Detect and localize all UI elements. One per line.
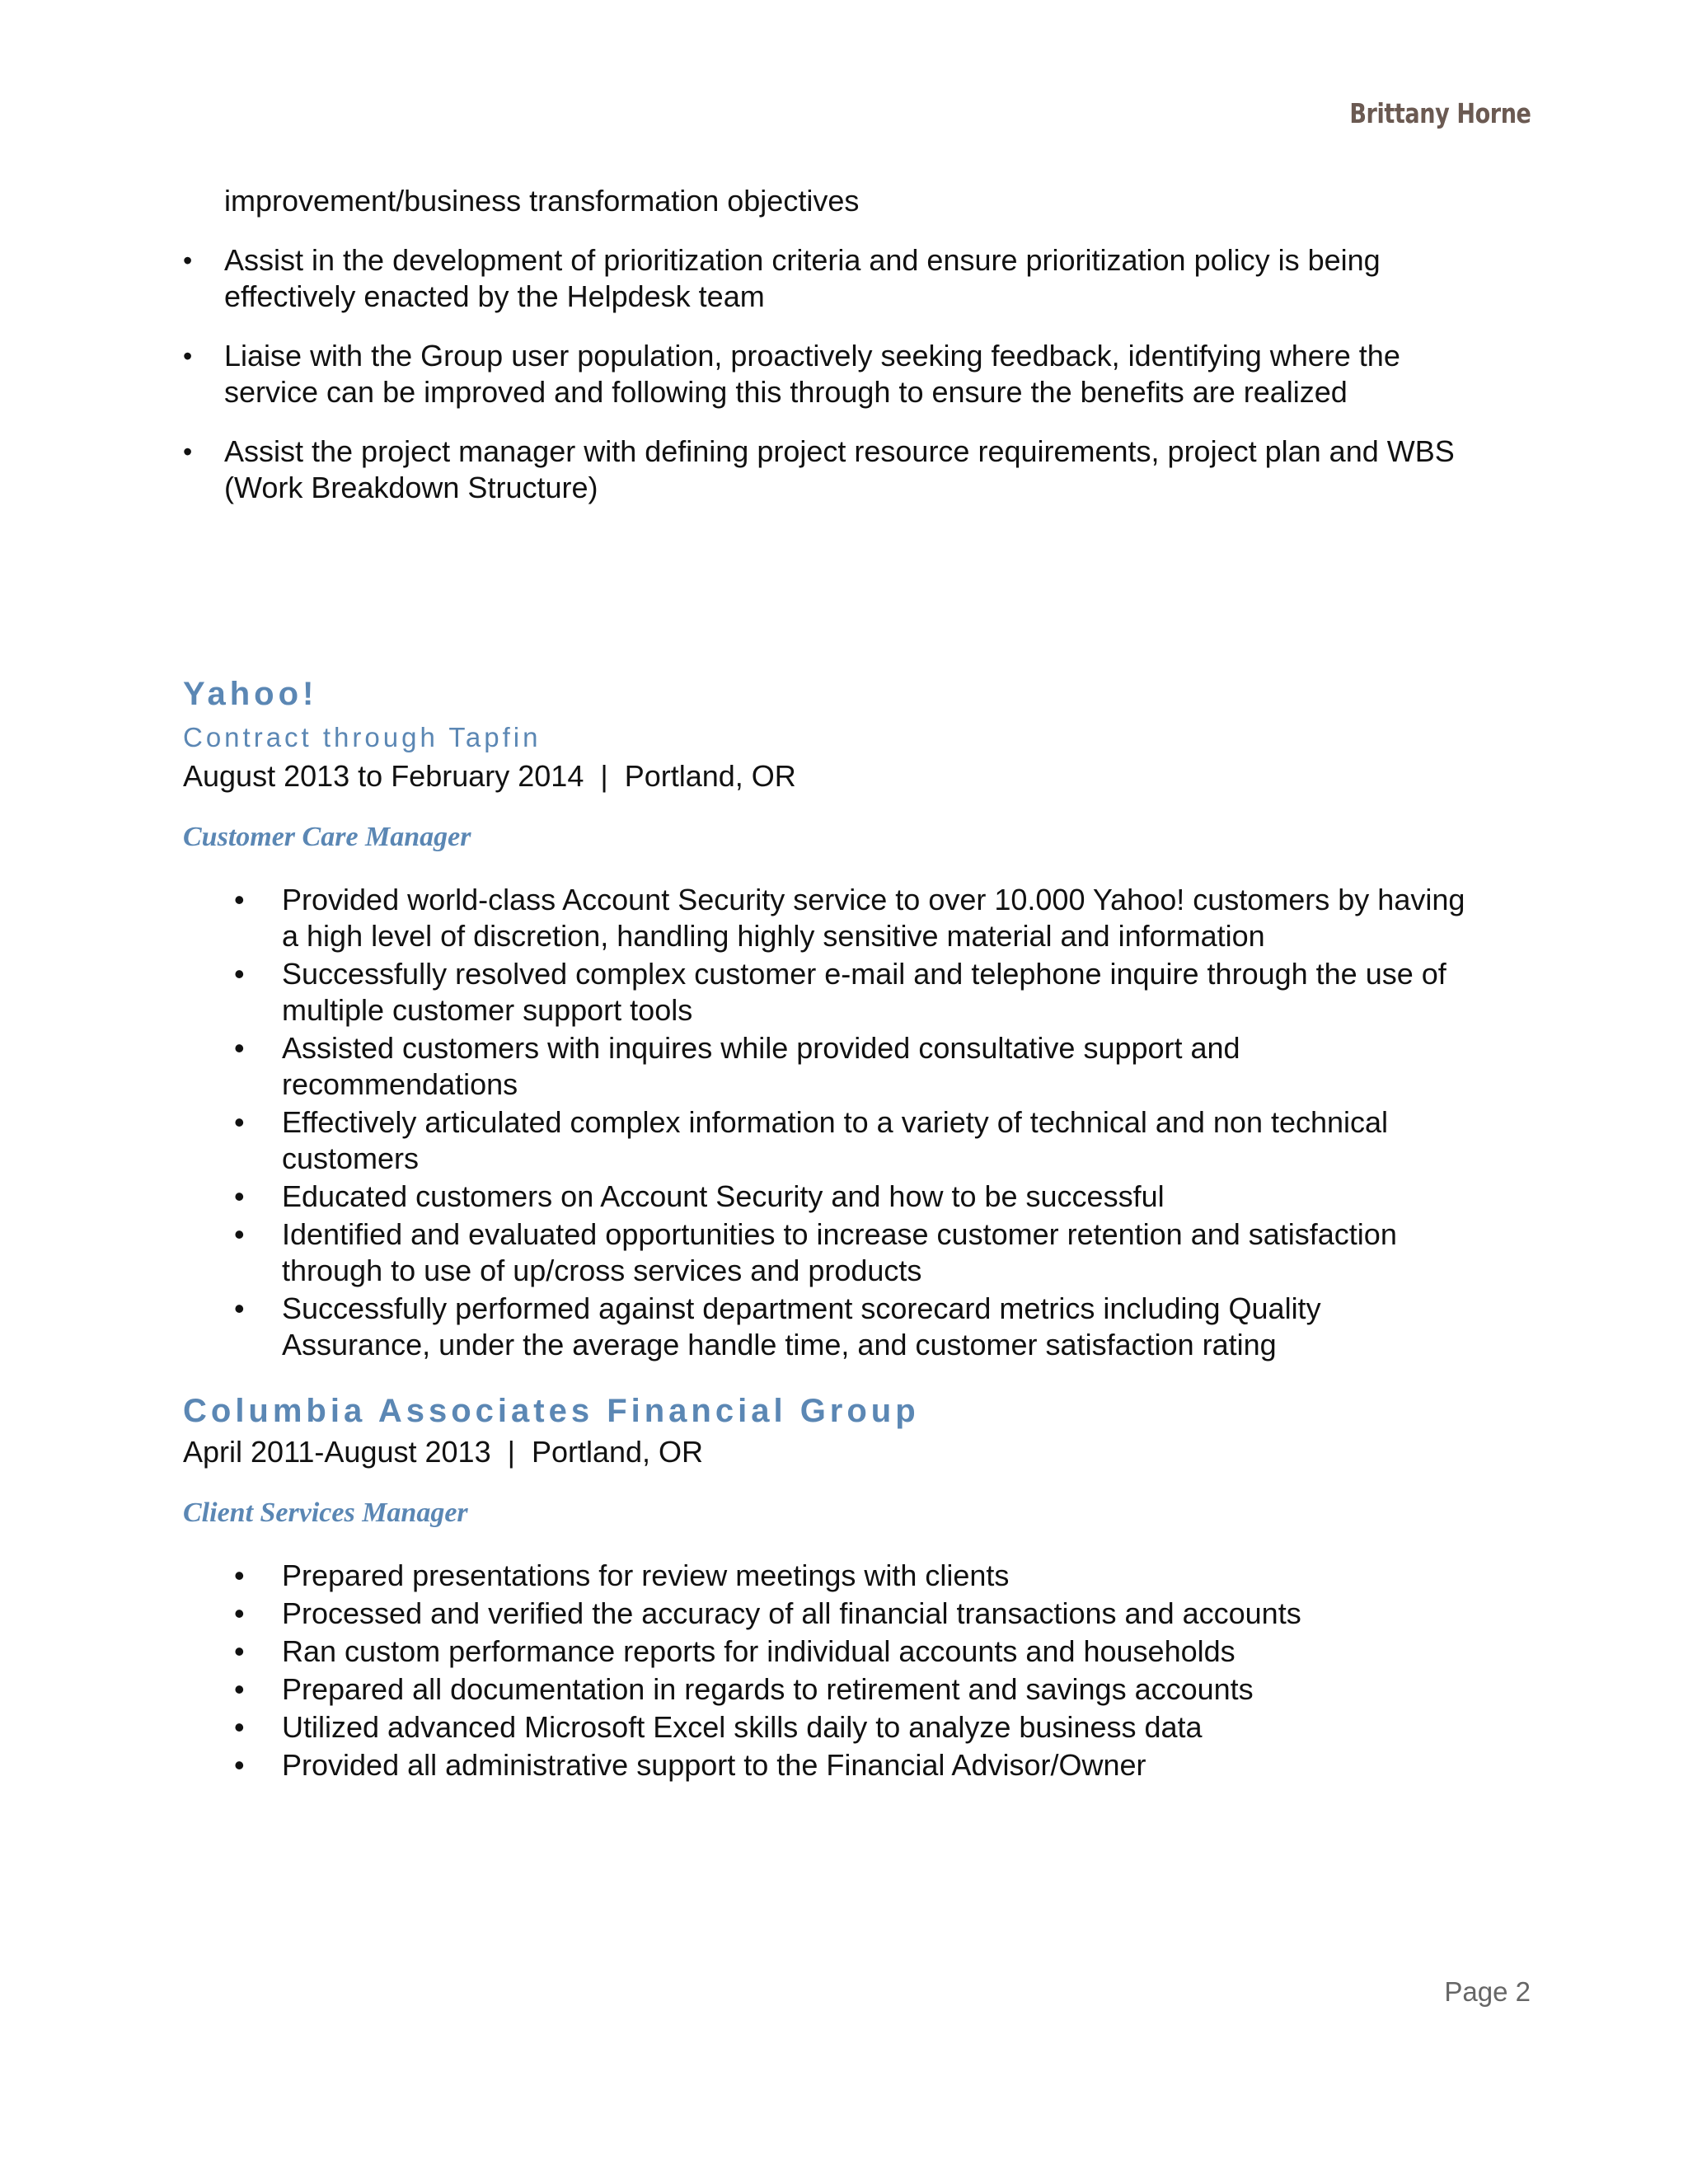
job-title: Customer Care Manager [183, 822, 471, 852]
list-item: • Ran custom performance reports for individual accounts and households [183, 1633, 1469, 1670]
list-item: • Processed and verified the accuracy of all financial transactions and accounts [183, 1596, 1469, 1632]
company-name: Yahoo! [183, 676, 318, 712]
continued-bullet-list [183, 242, 1469, 506]
header-name: Brittany Horne [1348, 97, 1531, 129]
section-spacer [183, 1365, 1469, 1391]
job-yahoo [183, 674, 1469, 1363]
list-item: • Assist the project manager with defining project resource requirements, project plan and WBS (Work Breakdown Structure) [183, 434, 1469, 506]
job-dates-location: April 2011-August 2013 | Portland, OR [183, 1435, 704, 1469]
list-item: • Provided all administrative support to the Financial Advisor/Owner [183, 1747, 1469, 1783]
list-item: • Prepared all documentation in regards to retirement and savings accounts [183, 1671, 1469, 1708]
list-item: • Successfully resolved complex customer e-mail and telephone inquire through the use of multiple customer support tools [183, 956, 1469, 1029]
list-item: • Effectively articulated complex information to a variety of technical and non technical customers [183, 1104, 1469, 1177]
list-item: • Provided world-class Account Security service to over 10.000 Yahoo! customers by having a high level of discretion, handling highly sensitive material and information [183, 882, 1469, 954]
contract-note: Contract through Tapfin [183, 722, 542, 752]
continued-text: improvement/business transformation objectives [224, 184, 860, 218]
section-spacer [183, 529, 1469, 674]
list-item: • Utilized advanced Microsoft Excel skills daily to analyze business data [183, 1709, 1469, 1746]
list-item: • Liaise with the Group user population, proactively seeking feedback, identifying where the service can be improved and following this through to ensure the benefits are realized [183, 338, 1469, 410]
job-bullet-list [183, 882, 1469, 1363]
job-bullet-list [183, 1558, 1469, 1783]
list-item: • Prepared presentations for review meetings with clients [183, 1558, 1469, 1594]
job-title: Client Services Manager [183, 1497, 468, 1528]
page-number: Page 2 [1444, 1976, 1531, 2007]
list-item: • Successfully performed against department scorecard metrics including Quality Assurance, under the average handle time, and customer satisfaction rating [183, 1291, 1469, 1363]
list-item: • Assisted customers with inquires while provided consultative support and recommendations [183, 1030, 1469, 1103]
job-columbia [183, 1391, 1469, 1783]
resume-content [183, 183, 1469, 1785]
job-dates-location: August 2013 to February 2014 | Portland, OR [183, 759, 796, 793]
list-item: • Identified and evaluated opportunities to increase customer retention and satisfaction through to use of up/cross services and products [183, 1216, 1469, 1289]
list-item: • Educated customers on Account Security and how to be successful [183, 1179, 1469, 1215]
list-item: • Assist in the development of prioritization criteria and ensure prioritization policy is being effectively enacted by the Helpdesk team [183, 242, 1469, 315]
company-name: Columbia Associates Financial Group [183, 1393, 920, 1429]
